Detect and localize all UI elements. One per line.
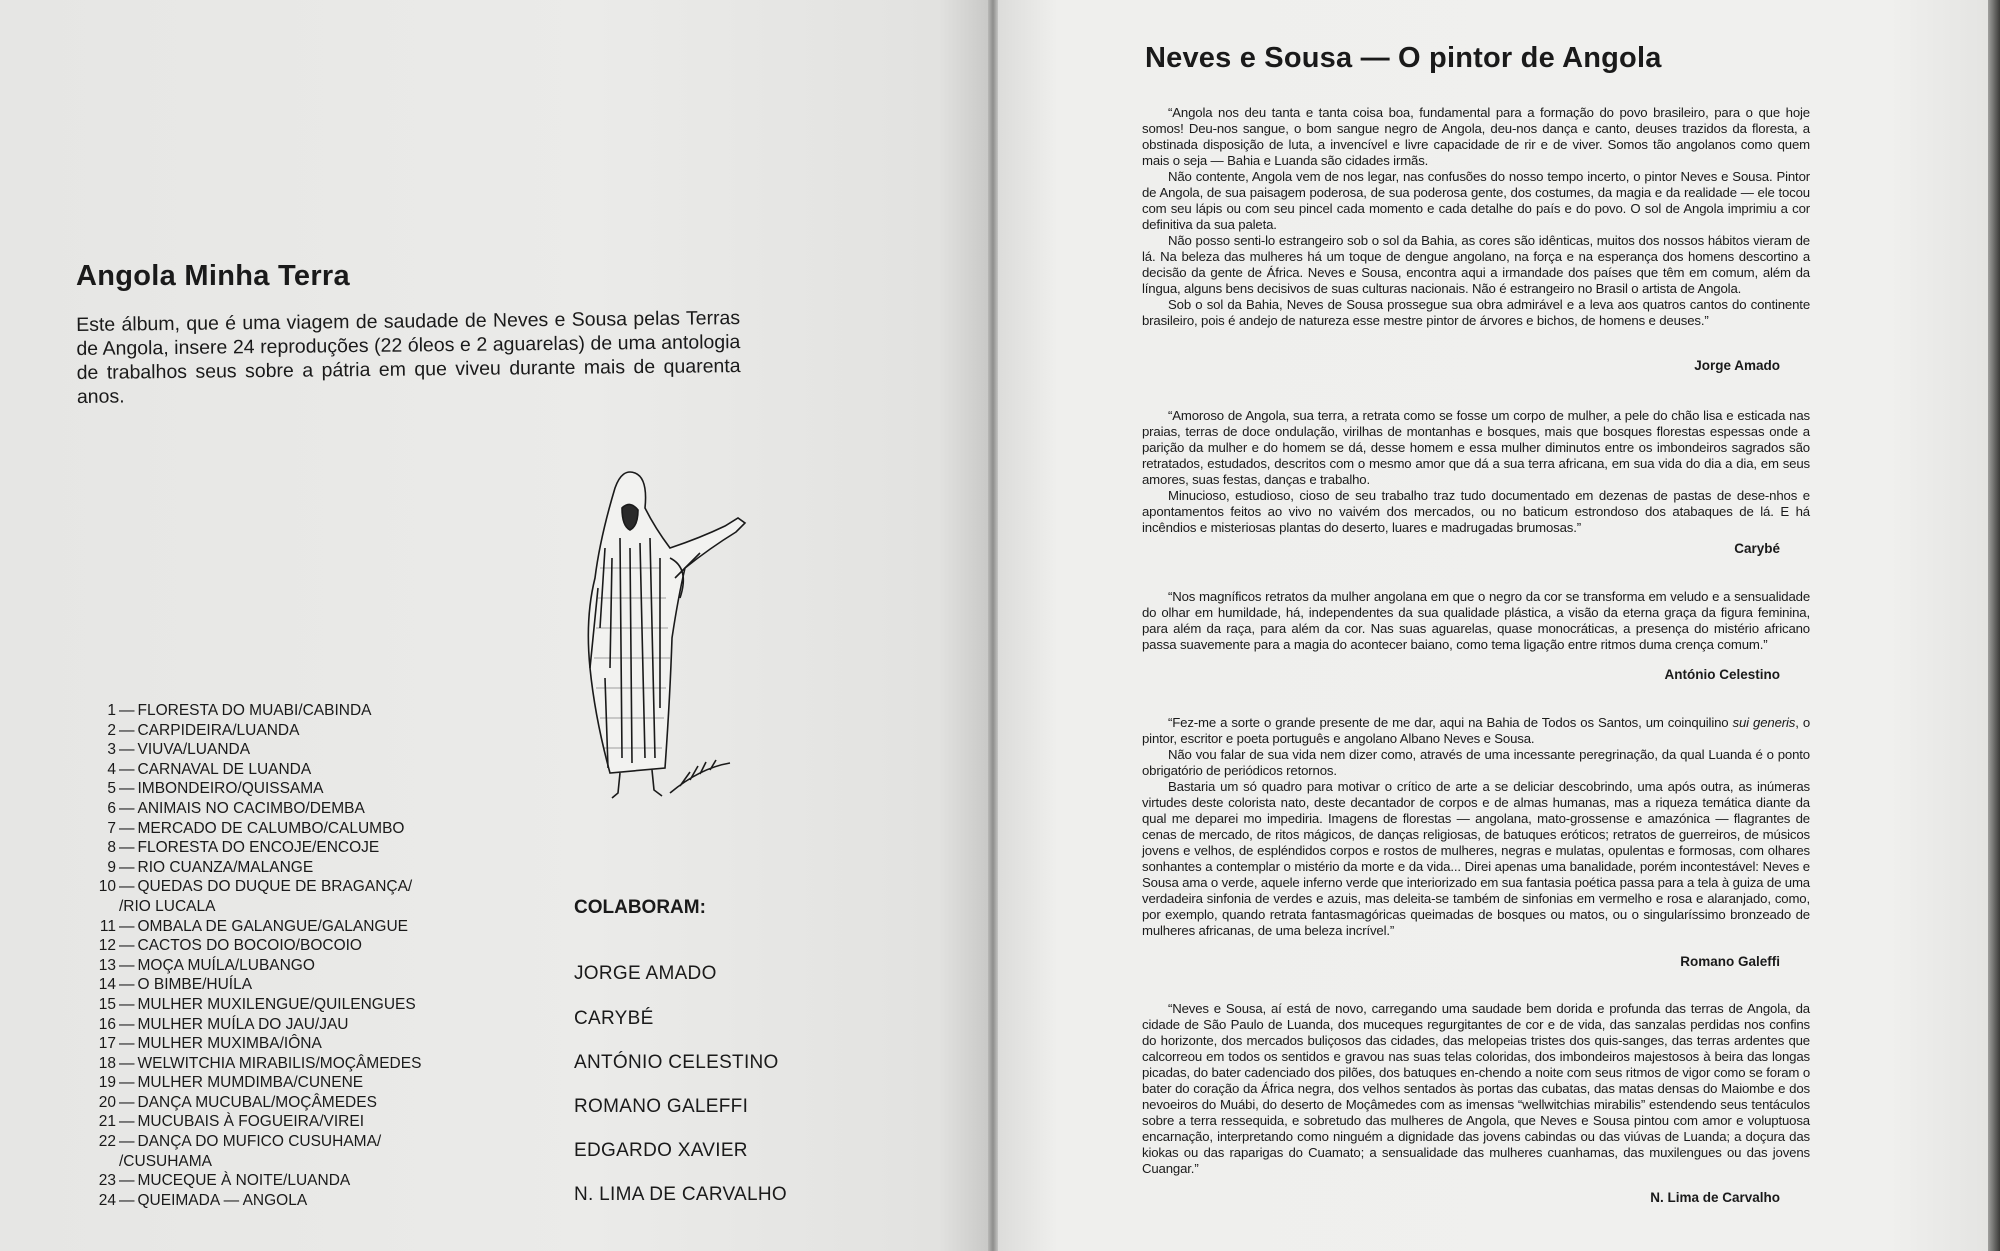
plate-item-continuation (78, 897, 438, 917)
plate-title: MULHER MUXILENGUE/QUILENGUES (137, 995, 416, 1013)
plate-number: 2 (107, 721, 116, 739)
plate-title: MUCUBAIS À FOGUEIRA/VIREI (137, 1113, 365, 1131)
plate-number: 7 (107, 819, 116, 837)
plate-item (78, 760, 438, 780)
plate-item-continuation (78, 1152, 438, 1172)
plate-title: IMBONDEIRO/QUISSAMA (137, 780, 324, 798)
dash: — (119, 858, 135, 876)
quote-paragraph: Minucioso, estudioso, cioso de seu trabalho traz tudo documentado em dezenas de pastas de dese-nhos e apontamentos feitos ao vivo no vaivém dos mercados, ou no baticum estrondoso dos atabaques de lá. E há incêndios e misteriosas plantas do deserto, luares e madrugadas brumosas.” (1142, 488, 1810, 535)
plate-number: 6 (107, 799, 116, 817)
plate-title: FLORESTA DO ENCOJE/ENCOJE (137, 839, 380, 857)
plate-title: FLORESTA DO MUABI/CABINDA (137, 702, 372, 719)
quote-lima-de-carvalho (1142, 1001, 1810, 1177)
plate-title: CACTOS DO BOCOIO/BOCOIO (137, 937, 362, 955)
plate-title: MULHER MUMDIMBA/CUNENE (137, 1074, 364, 1092)
dash: — (119, 741, 135, 759)
plate-title: WELWITCHIA MIRABILIS/MOÇÂMEDES (137, 1054, 422, 1072)
dash: — (119, 1015, 135, 1033)
plate-item (78, 721, 438, 741)
plate-item (78, 701, 438, 721)
dash: — (119, 1074, 135, 1092)
plate-title-continuation: /CUSUHAMA (119, 1152, 213, 1170)
collaborator-name: N. LIMA DE CARVALHO (574, 1184, 788, 1205)
quote-author: N. Lima de Carvalho (1650, 1190, 1780, 1205)
plate-item (78, 1132, 438, 1152)
plate-item (78, 819, 438, 839)
plate-item (78, 1034, 438, 1054)
plate-title: CARNAVAL DE LUANDA (137, 760, 312, 778)
dash: — (119, 1133, 135, 1151)
plate-number: 20 (98, 1093, 116, 1111)
quote-paragraph (1142, 715, 1810, 747)
plate-item (78, 877, 438, 897)
plate-item (78, 740, 438, 760)
plate-title: MERCADO DE CALUMBO/CALUMBO (137, 819, 405, 837)
dash: — (119, 995, 135, 1013)
quote-paragraph: Não contente, Angola vem de nos legar, nas confusões do nosso tempo incerto, o pintor Neves e Sousa. Pintor de Angola, de sua paisagem poderosa, de sua poderosa gente, dos costumes, da magia e da realidade — ele tocou com seu lápis ou com seu pincel cada momento e cada detalhe do país e do povo. O sol de Angola imprimiu a cor definitiva da sua paleta. (1142, 169, 1810, 232)
dash: — (119, 721, 135, 739)
plate-title: MULHER MUÍLA DO JAU/JAU (137, 1015, 349, 1033)
plate-title: QUEIMADA — ANGOLA (137, 1191, 308, 1209)
quote-carybe (1142, 408, 1810, 536)
plates-list (78, 701, 438, 1210)
plate-title: RIO CUANZA/MALANGE (137, 858, 314, 876)
plate-number: 24 (98, 1191, 116, 1209)
collaborator-name: ANTÓNIO CELESTINO (574, 1052, 779, 1073)
plate-title: VIUVA/LUANDA (137, 741, 251, 759)
quote-paragraph: “Neves e Sousa, aí está de novo, carregando uma saudade bem dorida e profunda das terras de Angola, da cidade de São Paulo de Luanda, dos muceques regurgitantes de cor e de vida, das sanzalas perdidas nos confins do horizonte, dos mercados buliçosos das cidades, das melopeias tristes dos quis-sanges, das terras ardentes que calcorreou em todos os sentidos e gravou nas suas telas coloridas, dos imbondeiros majestosos à beira das longas picadas, do bater cadenciado dos pilões, dos batuques en-chendo a noite com seus ritmos de vigor como se foram o bater do coração da África negra, dos velhos sentados às portas das cubatas, das matas densas do Maiombe e dos nevoeiros do Muábi, do deserto de Moçâmedes com as imensas “wellwitchias mirabilis” estendendo seus tentáculos sobre a terra ressequida, e sobretudo das mulheres de Angola, que Neves e Sousa pintou com amor e voluptuosa encarnação, interpretando como ninguém a dignidade das jovens cabindas ou das viúvas de Luanda; a doçura das kiokas ou das raparigas do Cuamato; a sensualidade das mulheres cuanhamas, das muxilengues ou das jovens Cuangar.” (1142, 1001, 1810, 1176)
plate-number: 8 (107, 839, 116, 857)
italic-text: sui generis (1732, 715, 1796, 730)
collaborator-name: EDGARDO XAVIER (574, 1140, 748, 1161)
quote-paragraph: “Nos magníficos retratos da mulher angolana em que o negro da cor se transforma em veludo e a sensualidade do olhar em humildade, há, independentes da sua qualidade plástica, a visão da eterna graça da figura feminina, para além da raça, para além da cor. Nas suas aguarelas, quase monocráticas, a presença do mistério africano passa suavemente para a magia do acontecer baiano, como tema ligação entre ritmos duma crença comum.” (1142, 589, 1810, 652)
plate-number: 17 (98, 1035, 116, 1053)
plate-number: 4 (107, 760, 116, 778)
quote-jorge-amado (1142, 105, 1810, 329)
quote-author: Jorge Amado (1694, 358, 1780, 373)
plate-item (78, 995, 438, 1015)
collaborators-heading: COLABORAM: (574, 897, 706, 918)
book-gutter (988, 0, 998, 1251)
plate-number: 21 (98, 1113, 116, 1131)
dash: — (119, 1113, 135, 1131)
plate-number: 23 (98, 1172, 116, 1190)
dash: — (119, 976, 135, 994)
plate-number: 16 (98, 1015, 116, 1033)
plate-number: 13 (98, 956, 116, 974)
plate-item (78, 779, 438, 799)
plate-item (78, 1112, 438, 1132)
plate-item (78, 858, 438, 878)
plate-item (78, 1015, 438, 1035)
plate-title: MULHER MUXIMBA/IÔNA (137, 1035, 322, 1053)
quote-paragraph: “Amoroso de Angola, sua terra, a retrata como se fosse um corpo de mulher, a pele do chão lisa e esticada nas praias, terras de doce ondulação, virilhas de montanhas e bosques, mais que bosques florestas espessas onde a parição da mulher e do homem se dá, desse homem e essa mulher diminutos entre os imbondeiros sagrados são retratados, estudados, descritos com o mesmo amor que dá a sua terra africana, em sua vida do dia a dia, em seus amores, suas festas, danças e trabalho. (1142, 408, 1810, 487)
plate-title: OMBALA DE GALANGUE/GALANGUE (137, 917, 408, 935)
plate-title: O BIMBE/HUÍLA (137, 976, 253, 994)
dash: — (119, 780, 135, 798)
plate-item (78, 1171, 438, 1191)
plate-title: ANIMAIS NO CACIMBO/DEMBA (137, 799, 365, 817)
plate-number: 14 (98, 976, 116, 994)
plate-number: 12 (98, 937, 116, 955)
quote-paragraph: Não posso senti-lo estrangeiro sob o sol da Bahia, as cores são idênticas, muitos dos nossos hábitos vieram de lá. Na beleza das mulheres há um toque de dengue angolano, na força e na esperança dos homens descortino a decisão da gente de África. Neves e Sousa, encontra aqui a irmandade dos países que têm em comum, além da língua, alguns bens decisivos de suas culturas nacionais. Não é estrangeiro no Brasil o artista de Angola. (1142, 233, 1810, 296)
plate-title: MOÇA MUÍLA/LUBANGO (137, 956, 315, 974)
plate-item (78, 1073, 438, 1093)
quote-paragraph: Não vou falar de sua vida nem dizer como, através de uma incessante peregrinação, da qual Luanda é o ponto obrigatório de periódicos retornos. (1142, 747, 1810, 778)
dash: — (119, 917, 135, 935)
intro-paragraph: Este álbum, que é uma viagem de saudade de Neves e Sousa pelas Terras de Angola, insere 24 reproduções (22 óleos e 2 aguarelas) de uma antologia de trabalhos seus sobre a pátria em que viveu durante mais de quarenta anos. (76, 307, 741, 408)
collaborator-name: JORGE AMADO (574, 963, 717, 984)
plate-number: 22 (98, 1133, 116, 1151)
plate-number: 10 (98, 878, 116, 896)
quote-antonio-celestino (1142, 589, 1810, 653)
dash: — (119, 702, 135, 719)
plate-item (78, 1054, 438, 1074)
left-page-title: Angola Minha Terra (76, 260, 350, 292)
dash: — (119, 819, 135, 837)
dash: — (119, 878, 135, 896)
quote-author: António Celestino (1664, 667, 1780, 682)
plate-number: 18 (98, 1054, 116, 1072)
dash: — (119, 956, 135, 974)
plate-item (78, 838, 438, 858)
quote-paragraph: “Angola nos deu tanta e tanta coisa boa, fundamental para a formação do povo brasileiro, para o que hoje somos! Deu-nos sangue, o bom sangue negro de Angola, deu-nos dança e canto, deuses trazidos da floresta, a obstinada disposição de luta, a invencível e livre capacidade de rir e de viver. Somos tão angolanos como quem mais o seja — Bahia e Luanda são cidades irmãs. (1142, 105, 1810, 168)
dash: — (119, 1191, 135, 1209)
plate-item (78, 936, 438, 956)
dash: — (119, 1035, 135, 1053)
dash: — (119, 839, 135, 857)
collaborator-name: ROMANO GALEFFI (574, 1096, 749, 1117)
plate-number: 15 (98, 995, 116, 1013)
plate-title: DANÇA MUCUBAL/MOÇÂMEDES (137, 1093, 377, 1111)
plate-item (78, 1093, 438, 1113)
robed-figure-illustration (560, 468, 760, 818)
plate-number: 9 (107, 858, 116, 876)
text-run: , o pintor, escritor e poeta português e angolano Albano Neves e Sousa. (1142, 715, 1811, 746)
dash: — (119, 1093, 135, 1111)
page-edge-shadow (1988, 0, 2000, 1251)
dash: — (119, 1054, 135, 1072)
quote-paragraph: Sob o sol da Bahia, Neves de Sousa prossegue sua obra admirável e a leva aos quatros cantos do continente brasileiro, pois é andejo de natureza esse mestre pintor de árvores e bichos, de homens e deuses.” (1142, 297, 1810, 328)
plate-item (78, 917, 438, 937)
plate-item (78, 956, 438, 976)
plate-title-continuation: /RIO LUCALA (119, 897, 216, 915)
plate-item (78, 975, 438, 995)
text-run: “Fez-me a sorte o grande presente de me dar, aqui na Bahia de Todos os Santos, um coinquilino (1168, 715, 1733, 730)
plate-title: QUEDAS DO DUQUE DE BRAGANÇA/ (137, 878, 413, 896)
collaborator-name: CARYBÉ (574, 1008, 654, 1029)
dash: — (119, 1172, 135, 1190)
plate-number: 3 (107, 741, 116, 759)
plate-title: MUCEQUE À NOITE/LUANDA (137, 1172, 351, 1190)
plate-title: DANÇA DO MUFICO CUSUHAMA/ (137, 1133, 382, 1151)
dash: — (119, 760, 135, 778)
quote-author: Carybé (1734, 541, 1780, 556)
quote-romano-galeffi (1142, 715, 1810, 939)
right-page-title: Neves e Sousa — O pintor de Angola (1145, 42, 1662, 74)
plate-item (78, 1191, 438, 1211)
dash: — (119, 937, 135, 955)
plate-number: 11 (99, 917, 116, 935)
plate-number: 5 (107, 780, 116, 798)
plate-item (78, 799, 438, 819)
plate-title: CARPIDEIRA/LUANDA (137, 721, 300, 739)
plate-number: 19 (98, 1074, 116, 1092)
plate-number: 1 (107, 702, 116, 719)
quote-paragraph: Bastaria um só quadro para motivar o crítico de arte a se deliciar descobrindo, uma após outra, as inúmeras virtudes deste colorista nato, deste decantador de corpos e de almas humanas, mas a riqueza temática diante da qual me deparei mo impediria. Imagens de florestas — angolana, mato-grossense e amazónica — flagrantes de cenas de mercado, de ritos mágicos, de danças religiosas, de batuques eróticos; retratos de guerreiros, de músicos jovens e velhos, de espléndidos corpos e rostos de mulheres, negras e mulatas, opulentas e formosas, com olhares sonhantes a contemplar o mistério da morte e da vida... Direi apenas uma banalidade, porém incontestável: Neves e Sousa ama o verde, aquele inferno verde que interiorizado em sua fantasia poética passa para a tela à guiza de uma verdadeira sinfonia de verdes e azuis, mas deleita-se também de sinfonias em vermelho e rosa e alaranjado, como, por exemplo, quando retrata fantasmagóricas queimadas de bosques ou matos, ou o singularíssimo bronzeado de mulheres africanas, de uma beleza incrível.” (1142, 779, 1810, 938)
quote-author: Romano Galeffi (1680, 954, 1780, 969)
dash: — (119, 799, 135, 817)
